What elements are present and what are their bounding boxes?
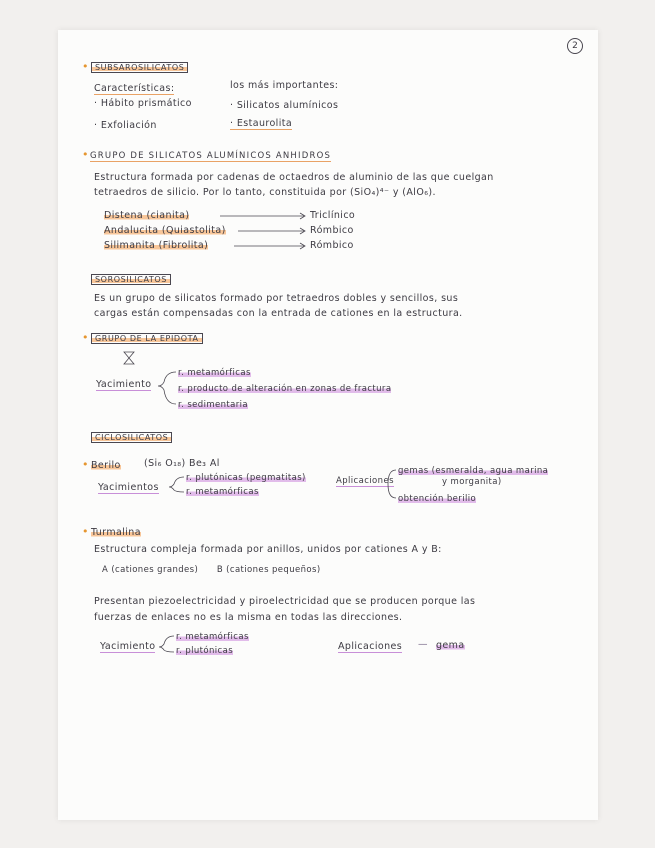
page-number: 2 [567,38,583,54]
turmalina-line1: Estructura compleja formada por anillos, unidos por cationes A y B: [94,544,442,555]
turmalina-aplicaciones-label: Aplicaciones [338,641,403,652]
berilo-apl-line1: gemas (esmeralda, agua marina [398,466,549,476]
section-title-sorosilicatos: SOROSILICATOS [91,274,171,285]
turmalina-yacimiento-label: Yacimiento [100,641,156,652]
bullet-icon: • [82,60,89,73]
sorosilicatos-line2: cargas están compensadas con la entrada de cationes en la estructura. [94,308,463,319]
epidota-item-1: r. metamórficas [178,368,251,378]
grupo-silicatos-line1: Estructura formada por cadenas de octaedros de aluminio de las que cuelgan [94,172,494,183]
item-estaurolita: · Estaurolita [230,118,293,129]
berilo-formula: (Si₆ O₁₈) Be₃ Al [144,458,220,469]
turmalina-apl-value: gema [436,640,465,651]
caracteristicas-label: Características: [94,83,175,94]
system-andalucita: Rómbico [310,225,354,236]
notebook-page [58,30,598,820]
mineral-silimanita: Silimanita (Fibrolita) [104,240,209,251]
turmalina-title: Turmalina [91,527,141,538]
turmalina-line3: Presentan piezoelectricidad y piroelectricidad que se producen porque las [94,596,476,607]
berilo-yac-item-2: r. metamórficas [186,487,259,497]
bullet-icon: • [82,525,89,538]
system-distena: Triclínico [310,210,356,221]
item-habito: · Hábito prismático [94,98,192,109]
bullet-icon: • [82,331,89,344]
bullet-icon: • [82,148,89,161]
berilo-aplicaciones-label: Aplicaciones [336,476,394,486]
turmalina-line2: A (cationes grandes) B (cationes pequeños) [102,565,321,575]
mineral-distena: Distena (cianita) [104,210,190,221]
important-label: los más importantes: [230,80,339,91]
sorosilicatos-line1: Es un grupo de silicatos formado por tetraedros dobles y sencillos, sus [94,293,459,304]
section-title-epidota: GRUPO DE LA EPIDOTA [91,333,203,344]
berilo-yac-item-1: r. plutónicas (pegmatitas) [186,473,306,483]
berilo-apl-item2: obtención berilio [398,494,477,504]
section-title-grupo-silicatos: GRUPO DE SILICATOS ALUMÍNICOS ANHIDROS [90,151,332,161]
turmalina-yac-item-2: r. plutónicas [176,646,234,656]
berilo-title: Berilo [91,460,121,471]
epidota-item-2: r. producto de alteración en zonas de fractura [178,384,392,394]
yacimiento-label: Yacimiento [96,379,152,390]
section-title-ciclosilicatos: CICLOSILICATOS [91,432,172,443]
berilo-apl-line2: y morganita) [442,477,502,487]
dash-icon: — [418,639,428,650]
item-exfoliacion: · Exfoliación [94,120,157,131]
item-silicatos-aluminicos: · Silicatos alumínicos [230,100,339,111]
turmalina-yac-item-1: r. metamórficas [176,632,249,642]
mineral-andalucita: Andalucita (Quiastolita) [104,225,226,236]
hand-drawn-arrows [58,30,598,820]
turmalina-line4: fuerzas de enlaces no es la misma en todas las direcciones. [94,612,403,623]
section-title-subsorosilicatos: SUBSAROSILICATOS [91,62,188,73]
epidota-item-3: r. sedimentaria [178,400,249,410]
grupo-silicatos-line2: tetraedros de silicio. Por lo tanto, constituida por (SiO₄)⁴⁻ y (AlO₆). [94,187,436,198]
berilo-yacimientos-label: Yacimientos [98,482,159,493]
bullet-icon: • [82,458,89,471]
system-silimanita: Rómbico [310,240,354,251]
